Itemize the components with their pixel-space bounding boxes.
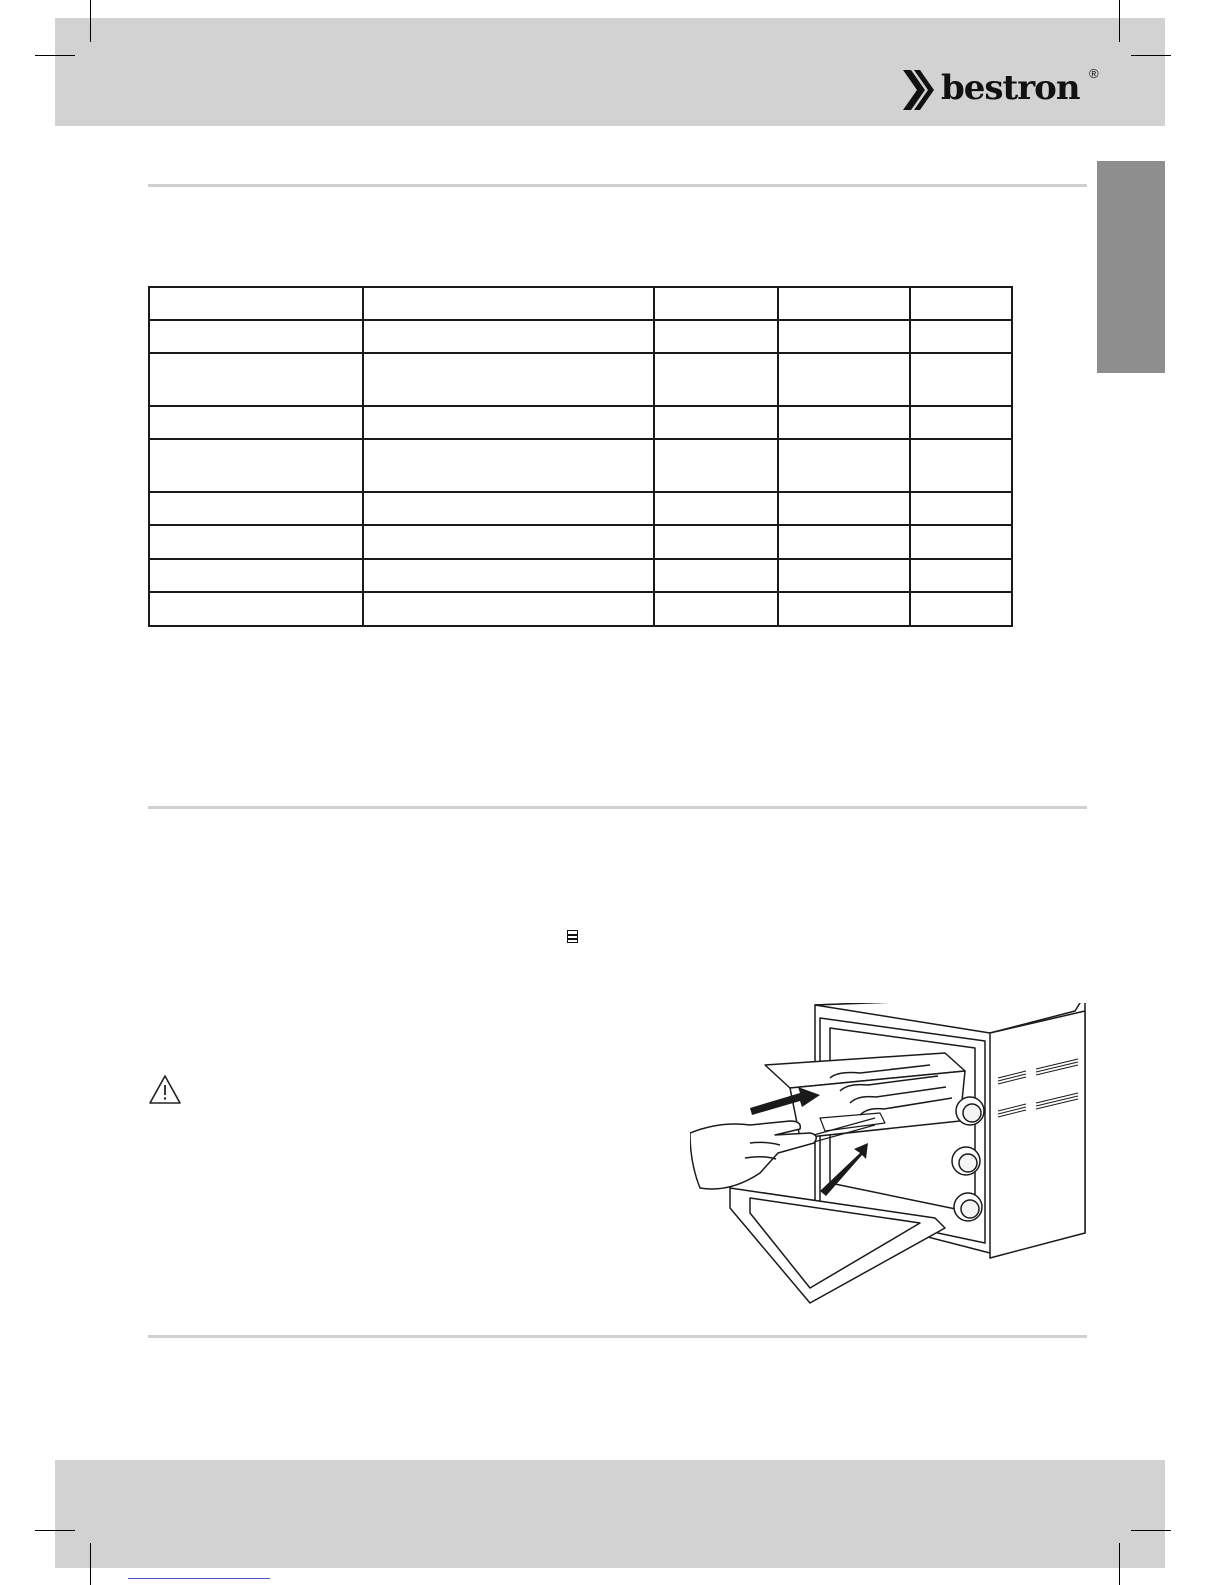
- table-cell: [910, 559, 1012, 592]
- table-cell: [910, 525, 1012, 559]
- table-cell: [363, 492, 654, 525]
- table-cell: [910, 287, 1012, 320]
- chevron-arrows-icon: [903, 68, 939, 112]
- table-cell: [778, 559, 910, 592]
- table-cell: [654, 492, 778, 525]
- table-cell: [149, 353, 363, 406]
- section-divider: [148, 806, 1087, 809]
- table-cell: [149, 406, 363, 439]
- crop-mark: [90, 0, 91, 42]
- table-cell: [149, 320, 363, 353]
- table-cell: [654, 559, 778, 592]
- table-cell: [363, 439, 654, 492]
- oven-rack-icon: [567, 930, 578, 943]
- table-cell: [778, 592, 910, 626]
- footer-band: [55, 1460, 1165, 1568]
- table-row: [149, 287, 1012, 320]
- table-cell: [910, 406, 1012, 439]
- table-cell: [778, 525, 910, 559]
- table-row: [149, 439, 1012, 492]
- crop-mark: [35, 1530, 75, 1531]
- table-cell: [363, 353, 654, 406]
- crop-mark: [1131, 55, 1171, 56]
- table-cell: [910, 320, 1012, 353]
- table-cell: [910, 353, 1012, 406]
- table-cell: [363, 592, 654, 626]
- table-row: [149, 592, 1012, 626]
- table-cell: [149, 439, 363, 492]
- table-row: [149, 320, 1012, 353]
- oven-tray-removal-illustration: [690, 1003, 1090, 1323]
- table-row: [149, 406, 1012, 439]
- crop-mark: [1131, 1530, 1171, 1531]
- table-cell: [654, 439, 778, 492]
- table-cell: [778, 320, 910, 353]
- table-cell: [149, 492, 363, 525]
- table-cell: [363, 406, 654, 439]
- brand-logo: [903, 64, 1099, 116]
- table-cell: [654, 592, 778, 626]
- crop-mark: [90, 1543, 91, 1585]
- table-cell: [778, 439, 910, 492]
- table-row: [149, 353, 1012, 406]
- table-cell: [149, 287, 363, 320]
- crop-mark: [35, 55, 75, 56]
- table-cell: [363, 525, 654, 559]
- table-cell: [910, 439, 1012, 492]
- section-divider: [148, 184, 1087, 187]
- registered-mark: ®: [1089, 66, 1099, 81]
- warning-triangle-icon: [148, 1074, 182, 1105]
- table-row: [149, 525, 1012, 559]
- table-cell: [654, 525, 778, 559]
- table-cell: [654, 406, 778, 439]
- table-cell: [149, 559, 363, 592]
- settings-table: [148, 286, 1013, 627]
- table-cell: [654, 287, 778, 320]
- table-cell: [363, 559, 654, 592]
- table-row: [149, 559, 1012, 592]
- brand-wordmark: bestron: [941, 68, 1080, 108]
- language-side-tab: [1097, 161, 1165, 373]
- footer-link-underline: [128, 1578, 270, 1579]
- table-cell: [654, 320, 778, 353]
- table-cell: [910, 592, 1012, 626]
- table-cell: [149, 525, 363, 559]
- table-cell: [778, 287, 910, 320]
- table-cell: [910, 492, 1012, 525]
- table-cell: [778, 353, 910, 406]
- table-cell: [363, 287, 654, 320]
- crop-mark: [1119, 0, 1120, 42]
- table-cell: [778, 406, 910, 439]
- table-cell: [149, 592, 363, 626]
- section-divider: [148, 1335, 1087, 1338]
- table-cell: [654, 353, 778, 406]
- crop-mark: [1119, 1543, 1120, 1585]
- table-row: [149, 492, 1012, 525]
- table-cell: [778, 492, 910, 525]
- table-cell: [363, 320, 654, 353]
